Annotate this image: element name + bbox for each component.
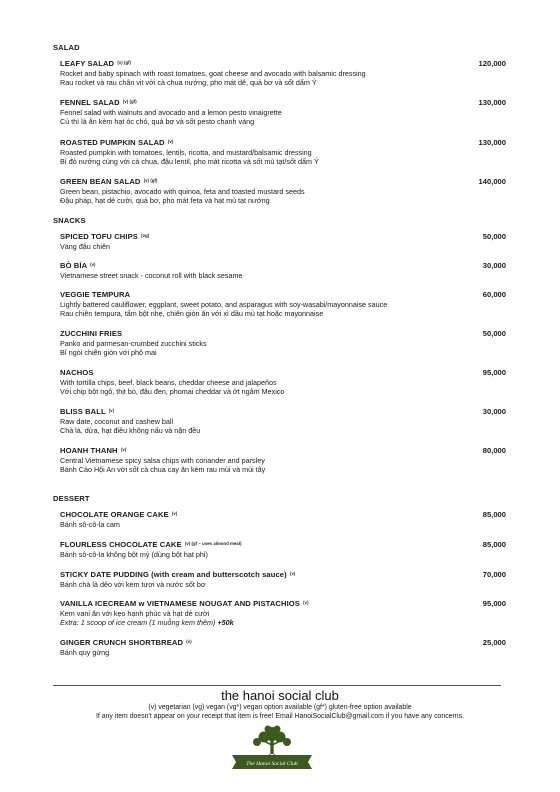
item-name: VANILLA ICECREAM w VIETNAMESE NOUGAT AND PISTACHIOS bbox=[60, 599, 300, 608]
item-name: CHOCOLATE ORANGE CAKE bbox=[60, 510, 169, 519]
item-description-en: Bánh sô-cô-la cam bbox=[60, 520, 120, 529]
item-price: 95,000 bbox=[482, 599, 506, 608]
menu-item-roasted-pumpkin-salad bbox=[60, 138, 506, 167]
item-price: 60,000 bbox=[482, 290, 506, 299]
item-name: STICKY DATE PUDDING (with cream and butterscotch sauce) bbox=[60, 570, 287, 579]
diet-tag: (v) (gf) bbox=[143, 178, 158, 183]
item-description-vi: Với chip bột ngô, thịt bò, đậu đen, phomai cheddar và ớt ngâm Mexico bbox=[60, 387, 285, 397]
item-description-en: Váng đậu chiên bbox=[60, 242, 110, 251]
menu-item-hoanh-thanh bbox=[60, 446, 506, 475]
item-name: SPICED TOFU CHIPS bbox=[60, 232, 138, 241]
item-description-en: Bánh quy gừng bbox=[60, 648, 110, 657]
diet-tag: (v) bbox=[303, 600, 309, 605]
item-description-en: Panko and parmesan-crumbed zucchini sticks bbox=[60, 339, 207, 348]
diet-tag: (v) bbox=[171, 511, 178, 516]
item-description-vi: Bí ngòi chiên giòn với phô mai bbox=[60, 348, 157, 358]
menu-item-green-bean-salad bbox=[60, 177, 506, 206]
item-price: 30,000 bbox=[482, 407, 506, 416]
menu-item-zucchini-fries bbox=[60, 329, 506, 358]
item-name: FENNEL SALAD bbox=[60, 98, 120, 107]
item-description-en: Raw date, coconut and cashew ball bbox=[60, 417, 174, 426]
item-name: GREEN BEAN SALAD bbox=[60, 177, 141, 186]
item-description-vi: Bánh Cảo Hội An với sốt cà chua cay ăn kèm rau mùi và mùi tây bbox=[60, 465, 266, 475]
diet-tag: (vg) bbox=[141, 233, 150, 238]
receipt-notice: If any item doesn't appear on your receipt that item is free! Email HanoiSocialClub@gmail.com if you have any concerns. bbox=[96, 713, 464, 720]
item-price: 50,000 bbox=[482, 329, 506, 338]
item-description-en: With tortilla chips, beef, black beans, cheddar cheese and jalapeños bbox=[60, 378, 277, 387]
menu-item-leafy-salad bbox=[60, 59, 506, 88]
item-name: BÒ BÍA bbox=[60, 261, 87, 270]
item-description-en: Vietnamese street snack - coconut roll with black sesame bbox=[60, 271, 243, 280]
extra-label: Extra: 1 scoop of ice cream (1 muỗng kem thêm) bbox=[60, 618, 216, 628]
item-description-en: Bánh sô-cô-la không bột mỳ (dùng bột hạt phỉ) bbox=[60, 550, 208, 559]
diet-legend: (v) vegetarian (vg) vegan (vg*) vegan option available (gf*) gluten-free option available bbox=[148, 704, 412, 711]
item-price: 95,000 bbox=[482, 368, 506, 377]
item-name: ROASTED PUMPKIN SALAD bbox=[60, 138, 165, 147]
logo-text: The Hanoi Social Club bbox=[246, 761, 298, 767]
item-description-en: Green bean, pistachio, avocado with quinoa, feta and toasted mustard seeds bbox=[60, 187, 305, 196]
menu-item-spiced-tofu-chips bbox=[60, 232, 506, 251]
diet-tag: (v) (gf – uses almond meal) bbox=[184, 541, 242, 546]
diet-tag: (v) bbox=[167, 139, 174, 144]
item-name: NACHOS bbox=[60, 368, 94, 377]
item-price: 130,000 bbox=[478, 98, 506, 107]
item-description-en: Kem vani ăn với kẹo hạnh phúc và hạt dẻ cười bbox=[60, 609, 210, 618]
menu-item-vanilla-icecream bbox=[60, 599, 506, 628]
menu-item-ginger-crunch-shortbread bbox=[60, 638, 506, 657]
menu-item-veggie-tempura bbox=[60, 290, 506, 319]
section-title-salad: SALAD bbox=[53, 43, 80, 52]
item-price: 140,000 bbox=[478, 177, 506, 186]
diet-tag: (v) bbox=[186, 639, 192, 644]
section-title-snacks: SNACKS bbox=[53, 216, 86, 225]
footer-divider bbox=[53, 685, 501, 686]
item-description-en: Rocket and baby spinach with roast tomatoes, goat cheese and avocado with balsamic dressing bbox=[60, 69, 366, 78]
item-name: GINGER CRUNCH SHORTBREAD bbox=[60, 638, 184, 647]
menu-item-nachos bbox=[60, 368, 506, 397]
item-price: 80,000 bbox=[482, 446, 506, 455]
item-extra bbox=[60, 618, 506, 627]
diet-tag: (v) (gf) bbox=[117, 60, 132, 65]
item-description-en: Bánh chà là dẻo với kem tươi và nước sốt bơ bbox=[60, 580, 206, 589]
menu-item-flourless-chocolate-cake bbox=[60, 540, 506, 559]
menu-item-chocolate-orange-cake bbox=[60, 510, 506, 529]
item-description-vi: Củ thì là ăn kèm hạt óc chó, quả bơ và sốt pesto chanh vàng bbox=[60, 117, 255, 127]
diet-tag: (v) bbox=[108, 408, 115, 413]
item-name: LEAFY SALAD bbox=[60, 59, 115, 68]
menu-item-bo-bia bbox=[60, 261, 506, 280]
item-description-en: Lightly battered cauliflower, eggplant, sweet potato, and asparagus with soy-wasabi/mayonnaise sauce bbox=[60, 300, 388, 309]
item-description-en: Central Vietnamese spicy salsa chips with coriander and parsley bbox=[60, 456, 265, 465]
item-price: 50,000 bbox=[482, 232, 506, 241]
diet-tag: (v) bbox=[90, 262, 96, 267]
menu-item-fennel-salad bbox=[60, 98, 506, 127]
item-price: 85,000 bbox=[482, 540, 506, 549]
item-name: ZUCCHINI FRIES bbox=[60, 329, 123, 338]
extra-price: +50k bbox=[217, 618, 234, 628]
diet-tag: (v) bbox=[289, 571, 296, 576]
item-price: 30,000 bbox=[482, 261, 506, 270]
item-description-en: Fennel salad with walnuts and avocado and a lemon pesto vinaigrette bbox=[60, 108, 282, 117]
item-name: VEGGIE TEMPURA bbox=[60, 290, 131, 299]
menu-item-sticky-date-pudding bbox=[60, 570, 506, 589]
item-name: BLISS BALL bbox=[60, 407, 106, 416]
club-logo bbox=[228, 724, 316, 774]
item-description-en: Roasted pumpkin with tomatoes, lentils, ricotta, and mustard/balsamic dressing bbox=[60, 148, 312, 157]
item-description-vi: Rau rocket và rau chân vịt với cà chua nướng, pho mát dê, quả bơ và sốt dấm Ý bbox=[60, 78, 317, 88]
item-price: 130,000 bbox=[478, 138, 506, 147]
item-price: 70,000 bbox=[482, 570, 506, 579]
item-price: 85,000 bbox=[482, 510, 506, 519]
item-description-vi: Đậu pháp, hạt dẻ cười, quả bơ, pho mát feta và hạt mù tạt nướng bbox=[60, 196, 270, 206]
item-description-vi: Chà là, dừa, hạt điều không nấu và nặn đều bbox=[60, 426, 201, 436]
item-price: 120,000 bbox=[478, 59, 506, 68]
diet-tag: (v) (gf) bbox=[122, 99, 137, 104]
section-title-dessert: DESSERT bbox=[53, 494, 90, 503]
diet-tag: (v) bbox=[120, 447, 127, 452]
item-price: 25,000 bbox=[482, 638, 506, 647]
item-name: FLOURLESS CHOCOLATE CAKE bbox=[60, 540, 182, 549]
item-description-vi: Rau chiên tempura, tẩm bột nhẹ, chiên giòn ăn với xì dầu mù tạt hoặc mayonnaise bbox=[60, 309, 324, 319]
item-name: HOANH THANH bbox=[60, 446, 118, 455]
menu-item-bliss-ball bbox=[60, 407, 506, 436]
club-name: the hanoi social club bbox=[221, 688, 339, 703]
item-description-vi: Bí đỏ nướng cùng với cà chua, đậu lentil, pho mát ricotta và sốt mù tạt/sốt dấm Ý bbox=[60, 157, 319, 167]
